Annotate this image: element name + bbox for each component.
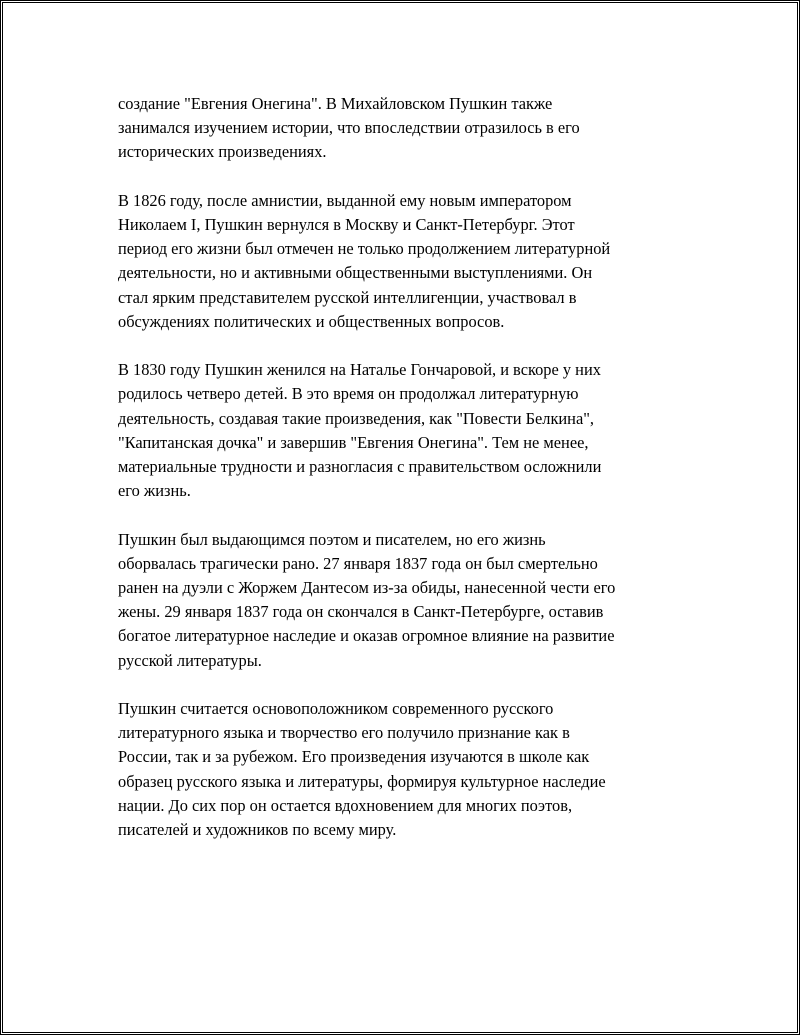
paragraph-legacy: Пушкин считается основоположником современного русского литературного языка и творчество его получило признание как в России, так и за рубежом. Его произведения изучаются в школе как образец русского языка и литературы, формируя культурное наследие нации. До сих пор он остается вдохновением для многих поэтов, писателей и художников по всему миру. <box>118 699 606 840</box>
paragraph-death-1837: Пушкин был выдающимся поэтом и писателем, но его жизнь оборвалась трагически рано. 27 января 1837 года он был смертельно ранен на дуэли с Жоржем Дантесом из-за обиды, нанесенной чести его жены. 29 января 1837 года он скончался в Санкт-Петербурге, оставив богатое литературное наследие и оказав огромное влияние на развитие русской литературы. <box>118 529 616 670</box>
document-body <box>118 92 678 866</box>
paragraph-mikhailovskoe: создание "Евгения Онегина". В Михайловском Пушкин также занимался изучением истории, что впоследствии отразилось в его исторических произведениях. <box>118 94 580 162</box>
paragraph-return-1826: В 1826 году, после амнистии, выданной ему новым императором Николаем I, Пушкин вернулся в Москву и Санкт-Петербург. Этот период его жизни был отмечен не только продолжением литературной деятельности, но и активными общественными выступлениями. Он стал ярким представителем русской интеллигенции, участвовал в обсуждениях политических и общественных вопросов. <box>118 190 611 331</box>
paragraph-marriage-1830: В 1830 году Пушкин женился на Наталье Гончаровой, и вскоре у них родилось четверо детей. В это время он продолжал литературную деятельность, создавая такие произведения, как "Повести Белкина", "Капитанская дочка" и завершив "Евгения Онегина". Тем не менее, материальные трудности и разногласия с правительством осложнили его жизнь. <box>118 360 602 501</box>
